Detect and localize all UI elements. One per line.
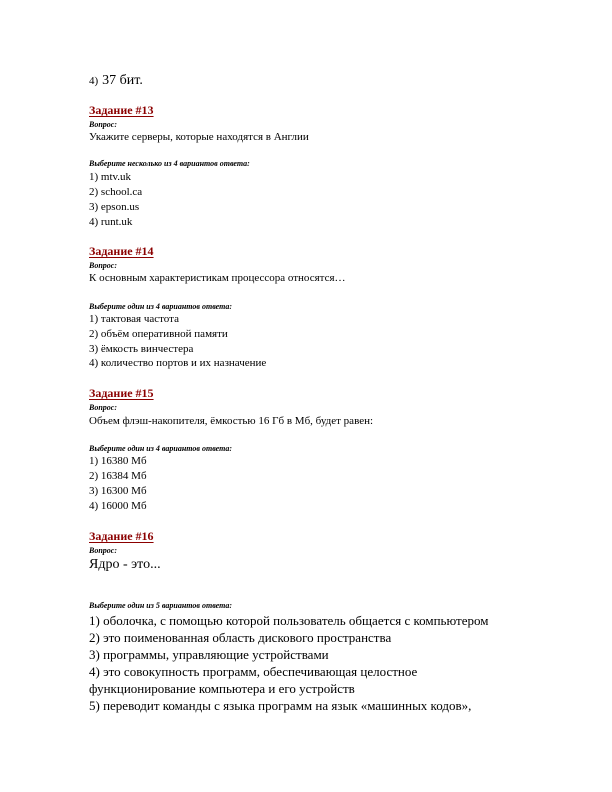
question-label: Вопрос: [89,261,117,270]
answer-option: 4) количество портов и их назначение [89,357,267,369]
answer-option: 4) runt.uk [89,216,133,228]
answers-label: Выберите один из 4 вариантов ответа: [89,444,233,453]
answer-option: 2) 16384 Мб [89,470,147,482]
question-label: Вопрос: [89,546,117,555]
answer-option: 1) mtv.uk [89,171,132,183]
answer-option: 3) ёмкость винчестера [89,343,194,355]
task-heading: Задание #13 [89,103,154,117]
question-label: Вопрос: [89,120,117,129]
answer-option-continuation: функционирование компьютера и его устройств [89,681,355,696]
answer-option: 4) это совокупность программ, обеспечивающая целостное [89,664,418,679]
answers-label: Выберите один из 4 вариантов ответа: [89,302,233,311]
answer-option: 2) объём оперативной памяти [89,328,228,340]
answer-option: 2) school.ca [89,186,143,198]
answer-option: 1) тактовая частота [89,313,179,325]
question-text: Объем флэш-накопителя, ёмкостью 16 Гб в Мб, будет равен: [89,415,374,427]
answer-option: 1) оболочка, с помощью которой пользователь общается с компьютером [89,613,489,628]
answer-option: 2) это поименованная область дискового пространства [89,630,392,645]
answer-option: 4) 16000 Мб [89,500,147,512]
answer-line: 4) 37 бит. [89,73,143,88]
task-heading: Задание #14 [89,244,154,258]
question-label: Вопрос: [89,403,117,412]
answers-label: Выберите один из 5 вариантов ответа: [89,601,233,610]
question-text: К основным характеристикам процессора относятся… [89,272,346,284]
task-heading: Задание #16 [89,529,154,543]
question-text: Укажите серверы, которые находятся в Англии [89,131,309,143]
answer-option: 3) 16300 Мб [89,485,147,497]
answer-option: 5) переводит команды с языка программ на язык «машинных кодов», [89,698,472,713]
answer-option: 3) epson.us [89,201,140,213]
answer-option: 1) 16380 Мб [89,455,147,467]
task-heading: Задание #15 [89,386,154,400]
answers-label: Выберите несколько из 4 вариантов ответа: [89,159,250,168]
answer-option: 3) программы, управляющие устройствами [89,647,329,662]
question-text: Ядро - это... [89,557,161,572]
